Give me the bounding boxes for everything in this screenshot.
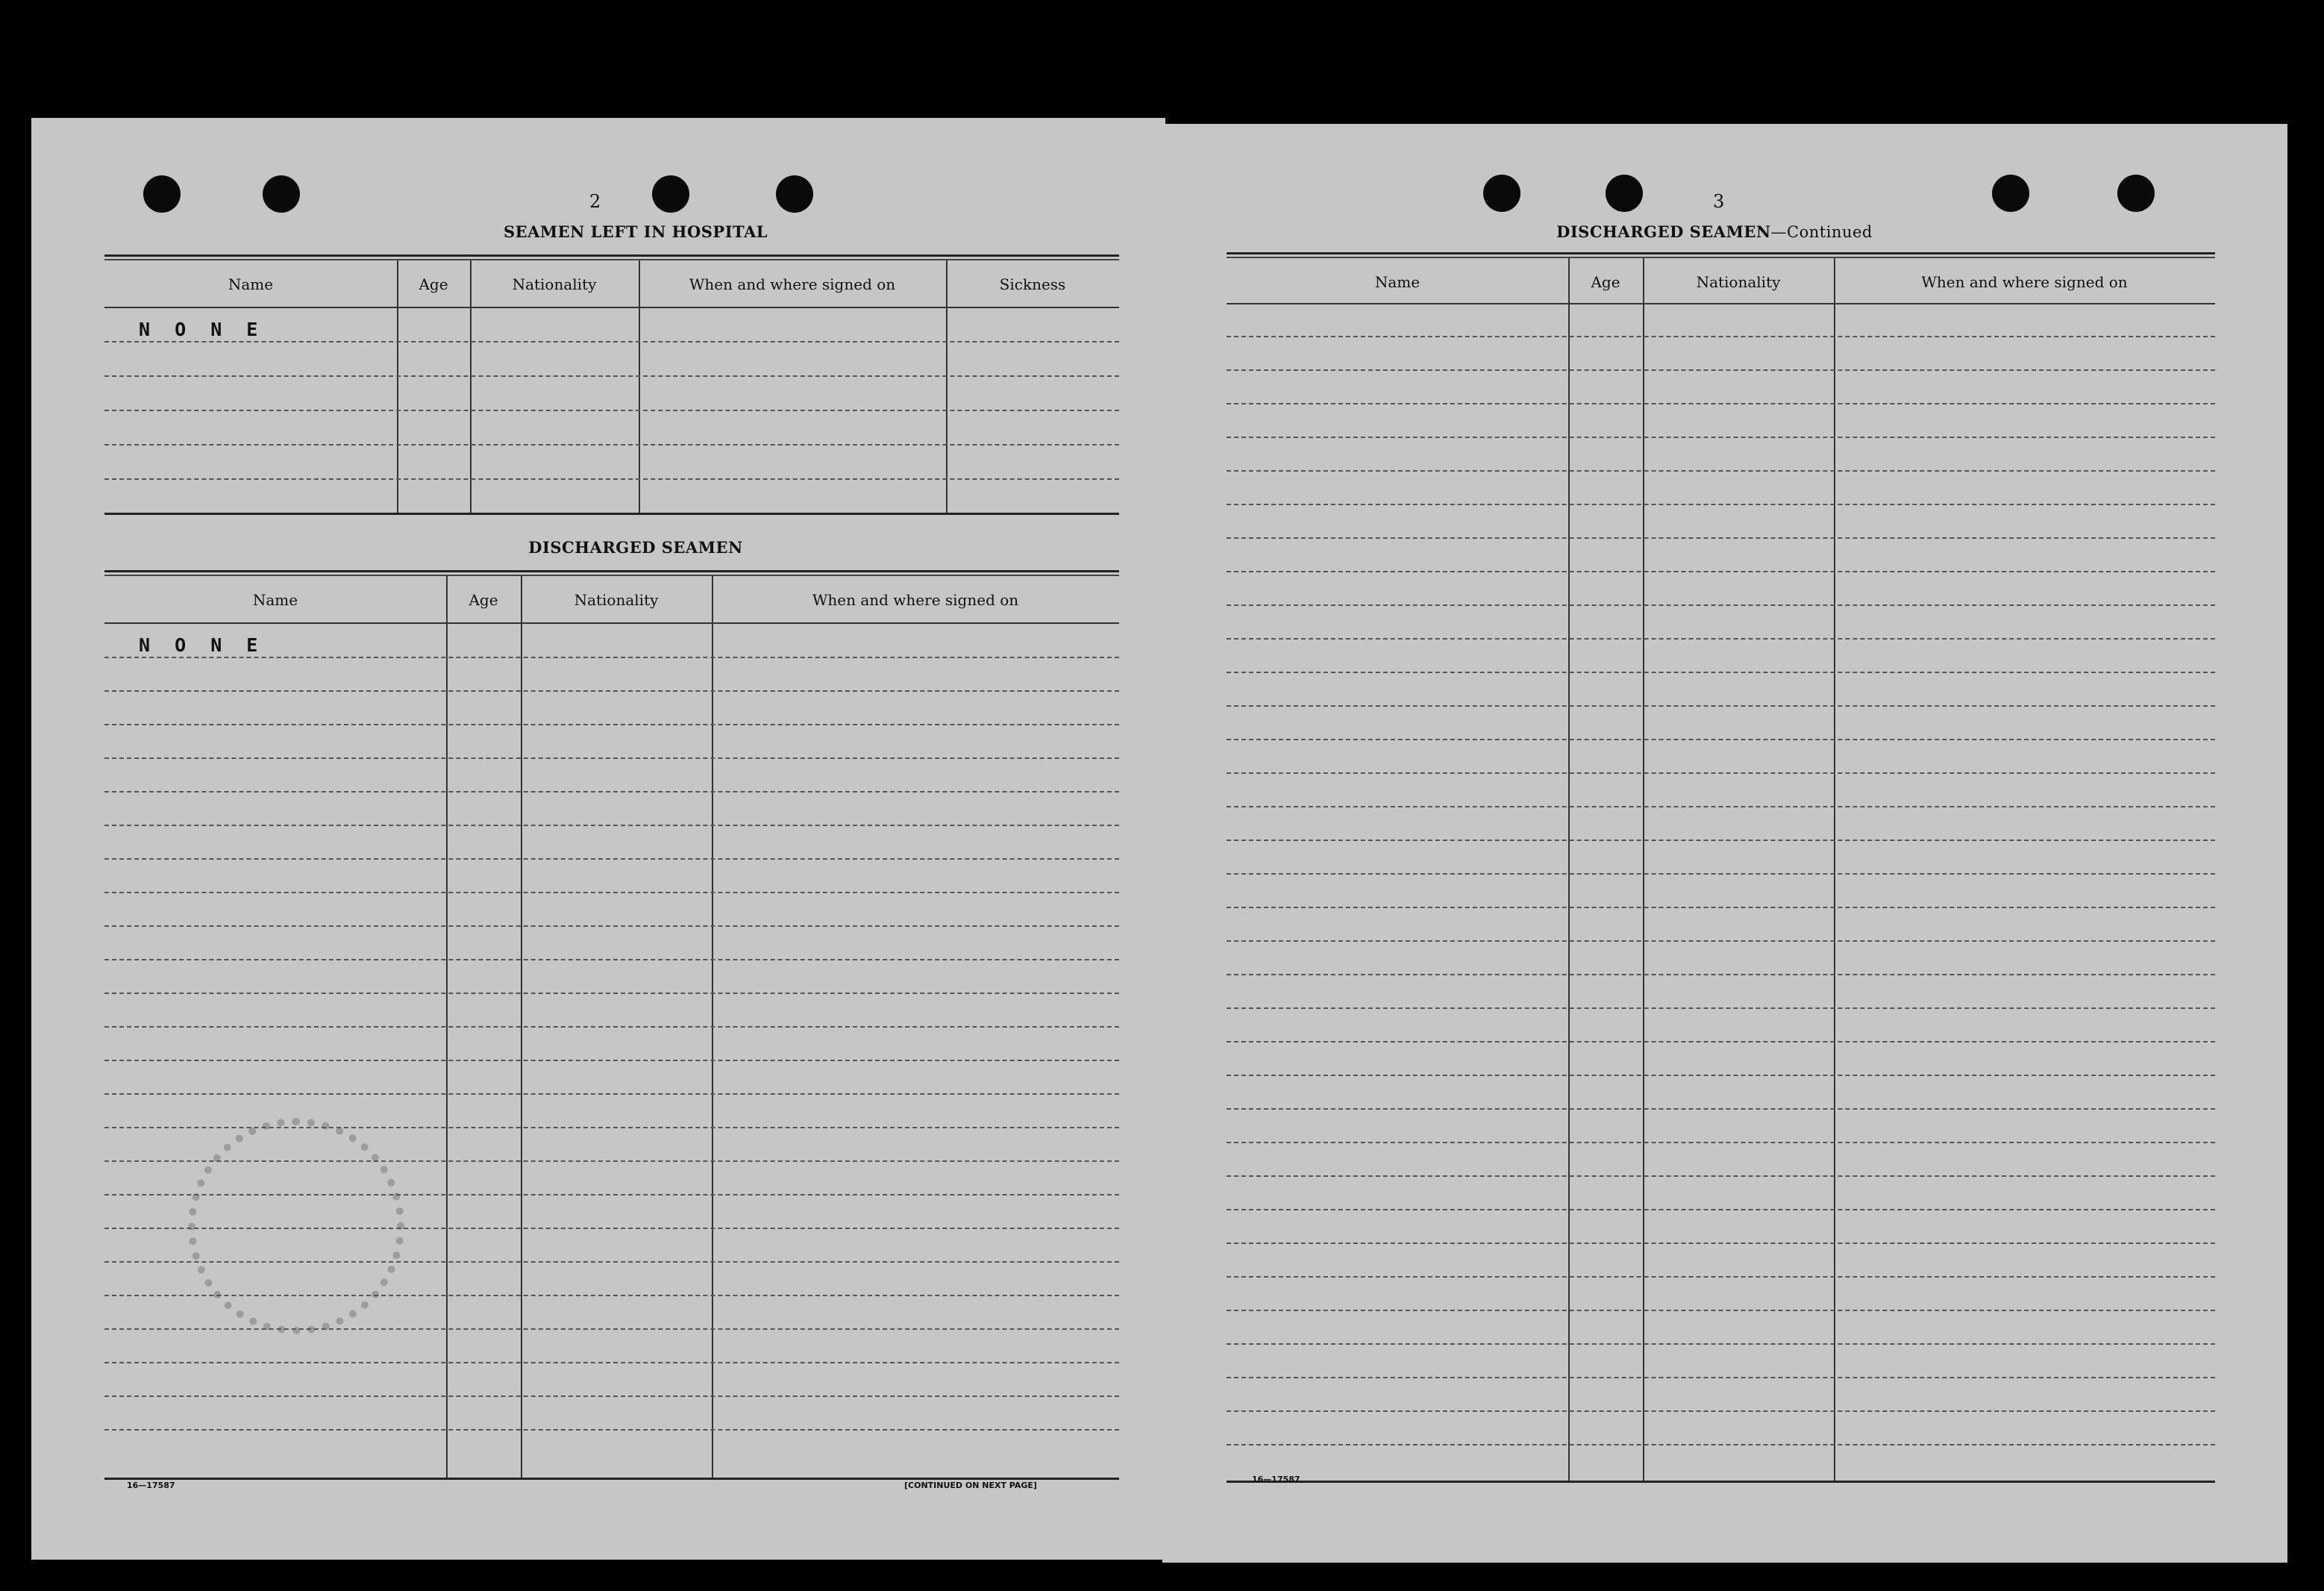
discharged-none-entry: N O N E [139,634,265,656]
column-header-sickness: Sickness [999,275,1066,293]
punch-hole [1606,175,1643,212]
column-header-nationality: Nationality [574,591,659,609]
punch-hole [1992,175,2029,212]
discharged-table [104,570,1119,1563]
punch-hole [1483,175,1520,212]
column-header-when-where: When and where signed on [812,591,1019,609]
right-page [1162,124,2287,1563]
column-header-when-where: When and where signed on [1921,273,2128,291]
left-page [31,118,1165,1560]
hospital-table [104,254,1119,516]
faint-stamp-seal [188,1118,404,1334]
punch-hole [143,175,181,213]
form-number: 16—17587 [127,1481,175,1490]
title-continued: —Continued [1770,223,1873,241]
punch-hole [652,175,689,213]
page-number: 3 [1713,191,1725,212]
column-header-age: Age [419,275,448,293]
column-header-age: Age [469,591,498,609]
discharged-section-title: DISCHARGED SEAMEN [528,538,743,557]
title-main: DISCHARGED SEAMEN [1556,222,1771,241]
punch-hole [2117,175,2155,212]
column-header-name: Name [1374,273,1421,291]
discharged-continued-table [1227,252,2215,1491]
column-header-age: Age [1591,273,1620,291]
column-header-name: Name [228,275,274,293]
hospital-section-title: SEAMEN LEFT IN HOSPITAL [503,222,768,241]
continued-note: [CONTINUED ON NEXT PAGE] [904,1481,1037,1490]
form-number: 16—17587 [1252,1475,1300,1484]
column-header-name: Name [252,591,298,609]
punch-hole [263,175,300,213]
discharged-continued-title [1513,222,1916,241]
punch-hole [776,175,813,213]
column-header-nationality: Nationality [512,275,597,293]
column-header-when-where: When and where signed on [689,275,896,293]
page-number: 2 [589,191,601,212]
hospital-none-entry: N O N E [139,319,265,340]
column-header-nationality: Nationality [1696,273,1781,291]
